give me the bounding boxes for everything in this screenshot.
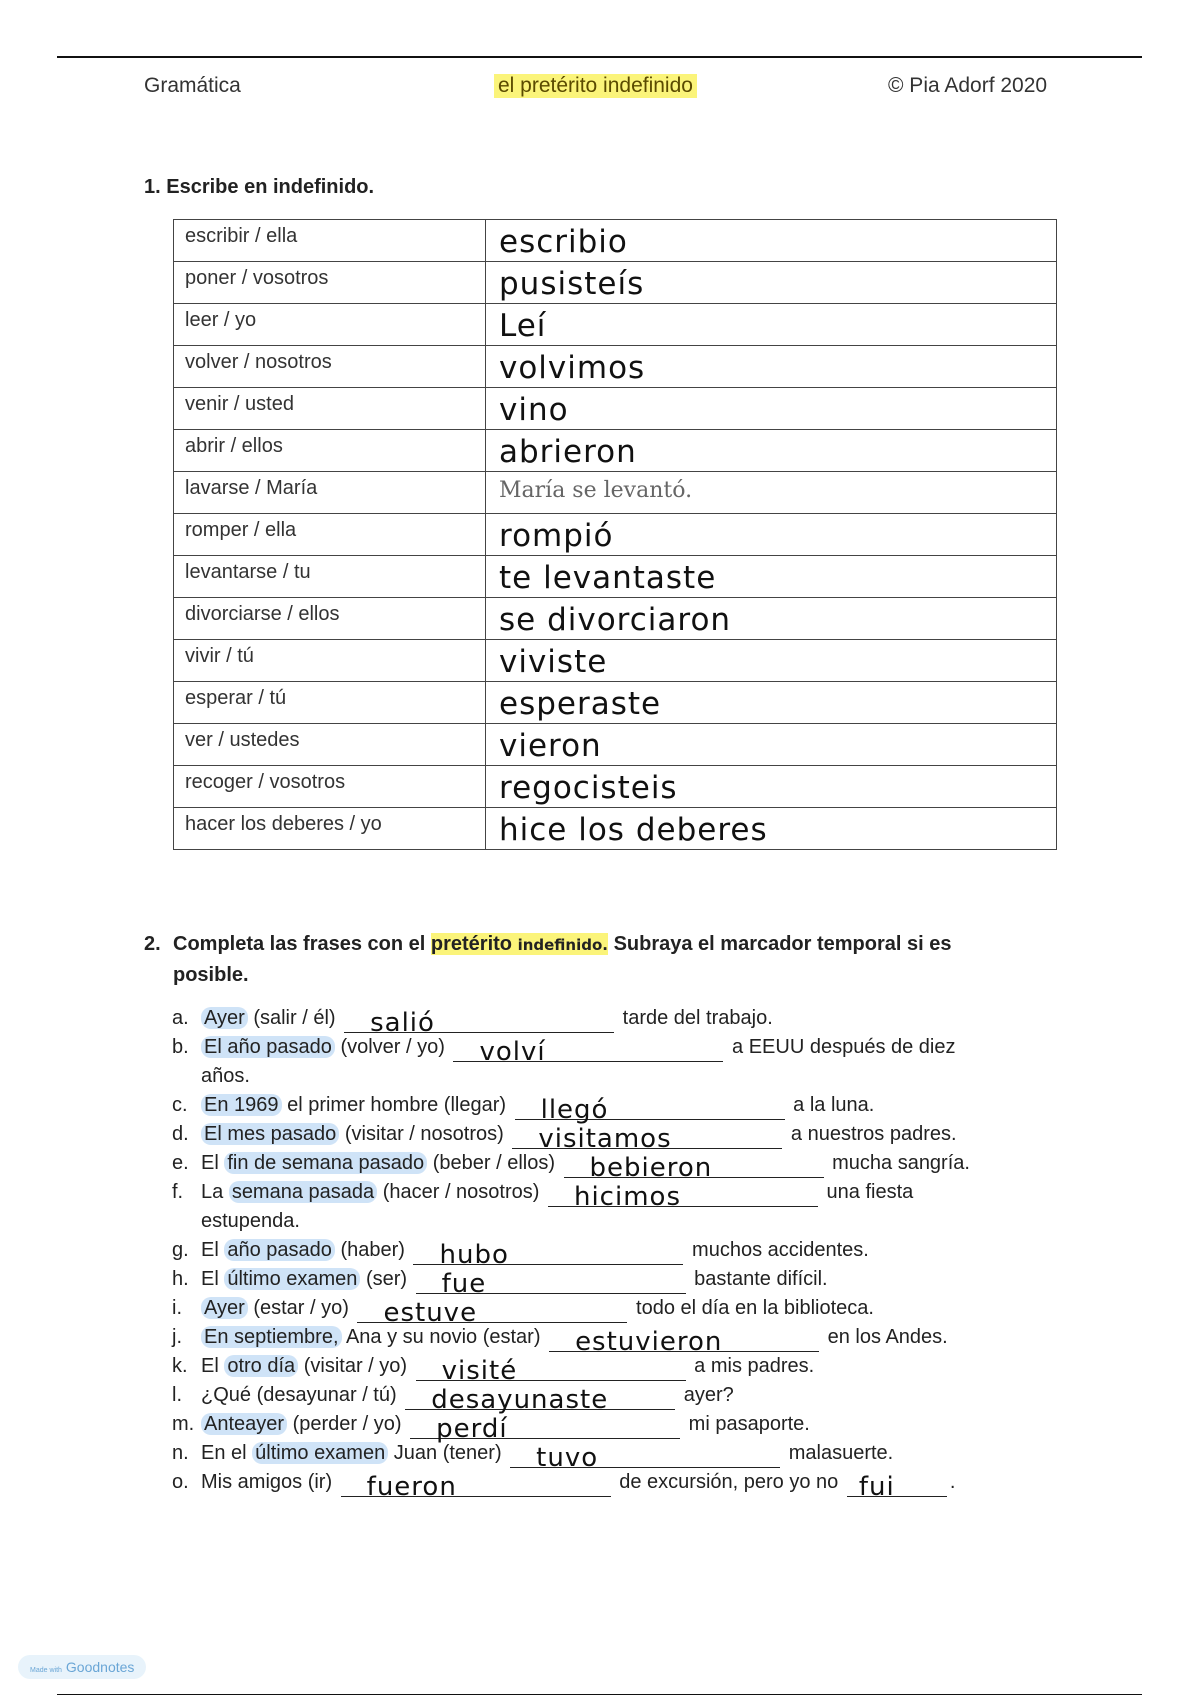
handwritten-answer: fue: [441, 1269, 487, 1299]
sentence-label: d.: [172, 1123, 189, 1145]
handwritten-answer-2: fui: [858, 1472, 895, 1502]
list-item: [172, 1323, 987, 1357]
handwritten-answer: salió: [370, 1008, 435, 1038]
handwritten-answer: estuvieron: [575, 1327, 723, 1357]
answer-blank[interactable]: [564, 1153, 824, 1183]
exercise2-title-highlight: pretérito indefinido.: [430, 933, 608, 955]
sentence-verb-hint: Mis amigos (ir): [201, 1471, 338, 1493]
verb-prompt: lavarse / María: [174, 472, 486, 514]
exercise1-number: 1.: [144, 176, 161, 198]
table-row: [174, 556, 1057, 598]
list-item: [172, 1439, 987, 1473]
list-item: [172, 1294, 987, 1328]
exercise2-title: [144, 929, 1004, 990]
sentence-label: k.: [172, 1355, 188, 1377]
sentence-post: tarde del trabajo.: [617, 1007, 773, 1029]
table-row: [174, 388, 1057, 430]
header-topic: el pretérito indefinido: [494, 74, 697, 98]
handwritten-answer: volví: [479, 1037, 546, 1067]
list-item: [172, 1091, 987, 1125]
handwritten-answer: hubo: [439, 1240, 509, 1270]
list-item: [172, 1236, 987, 1270]
verb-answer[interactable]: vino: [486, 388, 1057, 430]
handwritten-answer: hicimos: [573, 1182, 681, 1212]
list-item: [172, 1033, 987, 1091]
bottom-rule: [57, 1694, 1142, 1695]
time-marker: Ayer: [201, 1007, 248, 1029]
exercise1-title-text: Escribe en indefinido.: [166, 176, 375, 198]
handwritten-answer: perdí: [436, 1414, 508, 1444]
sentence-label: a.: [172, 1007, 189, 1029]
verb-prompt: vivir / tú: [174, 640, 486, 682]
sentence-label: n.: [172, 1442, 189, 1464]
sentence-label: b.: [172, 1036, 189, 1058]
list-item: [172, 1149, 987, 1183]
sentence-label: i.: [172, 1297, 182, 1319]
list-item: [172, 1265, 987, 1299]
sentence-list: [172, 1004, 987, 1502]
time-marker: último examen: [252, 1442, 388, 1464]
answer-blank[interactable]: [357, 1298, 627, 1328]
verb-prompt: esperar / tú: [174, 682, 486, 724]
sentence-post-2: .: [949, 1471, 956, 1493]
answer-blank[interactable]: [510, 1443, 780, 1473]
verb-answer[interactable]: te levantaste: [486, 556, 1057, 598]
answer-blank[interactable]: [341, 1472, 611, 1502]
verb-prompt: hacer los deberes / yo: [174, 808, 486, 850]
table-row: [174, 766, 1057, 808]
sentence-verb-hint: (volver / yo): [334, 1036, 451, 1058]
verb-answer[interactable]: se divorciaron: [486, 598, 1057, 640]
sentence-verb-hint: (perder / yo): [287, 1413, 408, 1435]
time-marker: otro día: [224, 1355, 298, 1377]
sentence-post: muchos accidentes.: [686, 1239, 869, 1261]
sentence-verb-hint: (hacer / nosotros): [377, 1181, 545, 1203]
time-marker: En 1969: [201, 1094, 282, 1116]
handwritten-answer: tuvo: [536, 1443, 599, 1473]
verb-prompt: recoger / vosotros: [174, 766, 486, 808]
list-item: [172, 1352, 987, 1386]
answer-blank[interactable]: [453, 1037, 723, 1067]
sentence-pre: El: [201, 1355, 225, 1377]
time-marker: año pasado: [224, 1239, 335, 1261]
sentence-label: e.: [172, 1152, 189, 1174]
sentence-post: mi pasaporte.: [683, 1413, 810, 1435]
list-item: [172, 1178, 987, 1236]
header-copyright: © Pia Adorf 2020: [888, 74, 1048, 97]
sentence-post: a mis padres.: [688, 1355, 815, 1377]
sentence-post: una fiesta estupenda.: [201, 1181, 914, 1232]
sentence-verb-hint: Ana y su novio (estar): [341, 1326, 547, 1348]
sentence-label: f.: [172, 1181, 184, 1203]
handwritten-answer: visitamos: [538, 1124, 672, 1154]
answer-blank-2[interactable]: [847, 1472, 947, 1502]
table-row: [174, 220, 1057, 262]
handwritten-answer: bebieron: [589, 1153, 713, 1183]
answer-blank[interactable]: [549, 1327, 819, 1357]
answer-blank[interactable]: [344, 1008, 614, 1038]
verb-prompt: leer / yo: [174, 304, 486, 346]
table-row: [174, 472, 1057, 514]
answer-blank[interactable]: [405, 1385, 675, 1415]
verb-answer[interactable]: regocisteis: [486, 766, 1057, 808]
sentence-pre: En el: [201, 1442, 253, 1464]
exercise2-title-part2: Subraya el marcador temporal si es posible.: [173, 933, 952, 986]
verb-prompt: levantarse / tu: [174, 556, 486, 598]
table-row: [174, 304, 1057, 346]
handwritten-answer: estuve: [383, 1298, 478, 1328]
sentence-verb-hint: Juan (tener): [388, 1442, 508, 1464]
answer-blank[interactable]: [512, 1124, 782, 1154]
handwritten-answer: desayunaste: [431, 1385, 609, 1415]
sentence-post: ayer?: [678, 1384, 734, 1406]
table-row: [174, 514, 1057, 556]
verb-prompt: escribir / ella: [174, 220, 486, 262]
verb-answer[interactable]: vieron: [486, 724, 1057, 766]
sentence-post: todo el día en la biblioteca.: [630, 1297, 874, 1319]
table-row: [174, 640, 1057, 682]
table-row: [174, 682, 1057, 724]
header-subject: Gramática: [144, 74, 241, 97]
answer-blank[interactable]: [416, 1356, 686, 1386]
sentence-post: a nuestros padres.: [785, 1123, 957, 1145]
page-header: [0, 74, 1200, 104]
exercise2-title-part1: Completa las frases con el: [173, 933, 426, 955]
conjugation-table: [173, 219, 1057, 850]
sentence-verb-hint: (haber): [334, 1239, 411, 1261]
exercise1-title: [144, 176, 374, 199]
time-marker: El mes pasado: [201, 1123, 339, 1145]
sentence-pre: El: [201, 1239, 225, 1261]
verb-answer[interactable]: hice los deberes: [486, 808, 1057, 850]
verb-answer[interactable]: María se levantó.: [486, 472, 1057, 514]
verb-prompt: divorciarse / ellos: [174, 598, 486, 640]
sentence-verb-hint: el primer hombre (llegar): [281, 1094, 512, 1116]
sentence-pre: El: [201, 1268, 225, 1290]
verb-prompt: abrir / ellos: [174, 430, 486, 472]
sentence-label: j.: [172, 1326, 182, 1348]
sentence-verb-hint: (visitar / nosotros): [339, 1123, 510, 1145]
time-marker: fin de semana pasado: [224, 1152, 427, 1174]
sentence-post: en los Andes.: [822, 1326, 948, 1348]
answer-blank[interactable]: [413, 1240, 683, 1270]
sentence-verb-hint: (visitar / yo): [298, 1355, 413, 1377]
verb-prompt: volver / nosotros: [174, 346, 486, 388]
time-marker: En septiembre,: [201, 1326, 342, 1348]
verb-answer[interactable]: Leí: [486, 304, 1057, 346]
verb-prompt: romper / ella: [174, 514, 486, 556]
table-row: [174, 346, 1057, 388]
sentence-post: a EEUU después de diez años.: [201, 1036, 956, 1087]
sentence-label: l.: [172, 1384, 182, 1406]
sentence-verb-hint: (beber / ellos): [427, 1152, 561, 1174]
sentence-label: o.: [172, 1471, 189, 1493]
list-item: [172, 1004, 987, 1038]
list-item: [172, 1120, 987, 1154]
verb-prompt: poner / vosotros: [174, 262, 486, 304]
sentence-label: m.: [172, 1413, 195, 1435]
verb-answer[interactable]: viviste: [486, 640, 1057, 682]
handwritten-answer: visité: [441, 1356, 518, 1386]
verb-answer[interactable]: volvimos: [486, 346, 1057, 388]
table-row: [174, 430, 1057, 472]
sentence-label: g.: [172, 1239, 189, 1261]
top-rule: [57, 56, 1142, 58]
sentence-label: c.: [172, 1094, 188, 1116]
time-marker: Ayer: [201, 1297, 248, 1319]
goodnotes-watermark: Made with Goodnotes: [18, 1655, 146, 1679]
answer-blank[interactable]: [410, 1414, 680, 1444]
sentence-post: bastante difícil.: [688, 1268, 828, 1290]
table-row: [174, 808, 1057, 850]
list-item: [172, 1381, 987, 1415]
answer-blank[interactable]: [416, 1269, 686, 1299]
verb-answer[interactable]: pusisteís: [486, 262, 1057, 304]
verb-answer[interactable]: abrieron: [486, 430, 1057, 472]
sentence-post: a la luna.: [787, 1094, 875, 1116]
sentence-pre: La: [201, 1181, 229, 1203]
sentence-verb-hint: (estar / yo): [247, 1297, 355, 1319]
sentence-label: h.: [172, 1268, 189, 1290]
list-item: [172, 1410, 987, 1444]
sentence-verb-hint: (ser): [360, 1268, 413, 1290]
table-row: [174, 724, 1057, 766]
exercise2-number: 2.: [144, 933, 161, 955]
sentence-pre: El: [201, 1152, 225, 1174]
time-marker: El año pasado: [201, 1036, 335, 1058]
handwritten-answer: llegó: [540, 1095, 609, 1125]
time-marker: último examen: [224, 1268, 360, 1290]
sentence-post: malasuerte.: [783, 1442, 894, 1464]
time-marker: semana pasada: [229, 1181, 377, 1203]
verb-answer[interactable]: esperaste: [486, 682, 1057, 724]
table-row: [174, 262, 1057, 304]
answer-blank[interactable]: [515, 1095, 785, 1125]
verb-prompt: venir / usted: [174, 388, 486, 430]
table-row: [174, 598, 1057, 640]
sentence-verb-hint: (salir / él): [247, 1007, 342, 1029]
list-item: [172, 1468, 987, 1502]
answer-blank[interactable]: [548, 1182, 818, 1212]
sentence-verb-hint: ¿Qué (desayunar / tú): [201, 1384, 403, 1406]
verb-answer[interactable]: rompió: [486, 514, 1057, 556]
handwritten-answer: fueron: [366, 1472, 457, 1502]
sentence-post: mucha sangría.: [826, 1152, 970, 1174]
time-marker: Anteayer: [201, 1413, 287, 1435]
verb-prompt: ver / ustedes: [174, 724, 486, 766]
sentence-post: de excursión, pero yo no: [613, 1471, 844, 1493]
verb-answer[interactable]: escribio: [486, 220, 1057, 262]
